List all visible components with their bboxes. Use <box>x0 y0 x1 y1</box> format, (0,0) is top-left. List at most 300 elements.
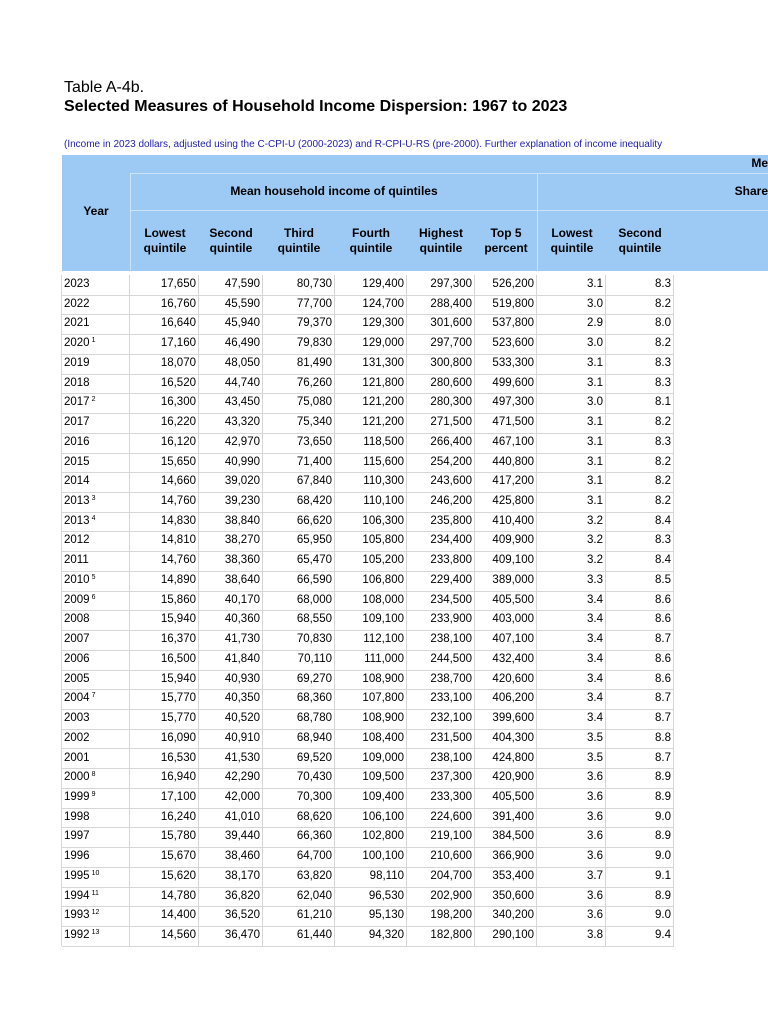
value-cell: 16,530 <box>160 751 196 764</box>
header-top-clipped: Me <box>751 156 768 170</box>
value-cell: 17,650 <box>160 278 196 290</box>
value-cell: 131,300 <box>362 356 404 369</box>
value-cell: 497,300 <box>492 396 534 409</box>
value-cell: 3.6 <box>587 830 603 843</box>
value-cell: 121,800 <box>362 376 404 389</box>
table-row <box>62 551 674 572</box>
value-cell: 233,100 <box>430 692 472 705</box>
value-cell: 106,800 <box>362 573 404 586</box>
year-cell <box>64 870 99 882</box>
value-cell: 238,700 <box>430 672 472 685</box>
value-cell: 69,520 <box>296 751 332 764</box>
year-cell <box>64 752 90 764</box>
value-cell: 234,400 <box>430 534 472 547</box>
value-cell: 77,700 <box>296 297 332 310</box>
value-cell: 8.7 <box>655 712 671 725</box>
value-cell: 246,200 <box>430 495 472 508</box>
value-cell: 8.2 <box>655 416 671 429</box>
value-cell: 15,770 <box>160 692 196 705</box>
value-cell: 15,780 <box>160 830 196 843</box>
table-row <box>62 314 674 335</box>
value-cell: 424,800 <box>492 751 534 764</box>
value-cell: 18,070 <box>160 356 196 369</box>
value-cell: 124,700 <box>362 297 404 310</box>
year-value: 2006 <box>64 652 90 665</box>
table-row <box>62 867 674 888</box>
value-cell: 17,160 <box>160 337 196 350</box>
value-cell: 66,590 <box>296 573 332 586</box>
year-cell <box>64 515 96 527</box>
value-cell: 8.2 <box>655 297 671 310</box>
value-cell: 409,900 <box>492 534 534 547</box>
value-cell: 9.1 <box>655 869 671 882</box>
year-value: 1993 <box>64 909 90 922</box>
value-cell: 407,100 <box>492 633 534 646</box>
grid-line <box>129 275 130 946</box>
table-row <box>62 275 674 296</box>
value-cell: 3.1 <box>587 475 603 488</box>
value-cell: 8.1 <box>655 396 671 409</box>
value-cell: 41,840 <box>224 652 260 665</box>
value-cell: 16,500 <box>160 652 196 665</box>
value-cell: 3.2 <box>587 514 603 527</box>
value-cell: 519,800 <box>492 297 534 310</box>
value-cell: 61,210 <box>296 909 332 922</box>
value-cell: 233,800 <box>430 554 472 567</box>
value-cell: 8.8 <box>655 731 671 744</box>
value-cell: 105,800 <box>362 534 404 547</box>
value-cell: 3.1 <box>587 278 603 290</box>
value-cell: 8.9 <box>655 790 671 803</box>
year-cell <box>64 890 99 902</box>
value-cell: 43,450 <box>224 396 260 409</box>
table-row <box>62 689 674 710</box>
value-cell: 75,340 <box>296 416 332 429</box>
value-cell: 3.2 <box>587 554 603 567</box>
value-cell: 110,100 <box>363 495 404 508</box>
grid-line <box>536 275 537 946</box>
year-value: 2013 <box>64 495 90 508</box>
year-value: 2020 <box>64 337 90 350</box>
value-cell: 350,600 <box>492 889 534 902</box>
value-cell: 67,840 <box>296 475 332 488</box>
year-cell <box>64 554 89 566</box>
value-cell: 38,360 <box>224 554 260 567</box>
table-row <box>62 847 674 868</box>
value-cell: 63,820 <box>296 869 332 882</box>
year-cell <box>64 673 90 685</box>
value-cell: 8.6 <box>655 652 671 665</box>
table-row <box>62 591 674 612</box>
value-cell: 79,370 <box>296 317 332 330</box>
value-cell: 65,470 <box>296 554 332 567</box>
value-cell: 499,600 <box>492 376 534 389</box>
year-value: 2000 <box>64 771 90 784</box>
value-cell: 73,650 <box>296 435 332 448</box>
value-cell: 243,600 <box>430 475 472 488</box>
value-cell: 3.4 <box>587 633 603 646</box>
value-cell: 15,770 <box>160 712 196 725</box>
footnote-marker: 6 <box>91 593 96 601</box>
value-cell: 229,400 <box>430 573 472 586</box>
year-cell <box>64 653 90 665</box>
year-value: 1996 <box>64 850 90 863</box>
value-cell: 3.4 <box>587 652 603 665</box>
value-cell: 68,940 <box>296 731 332 744</box>
value-cell: 301,600 <box>430 317 472 330</box>
value-cell: 3.6 <box>587 889 603 902</box>
value-cell: 237,300 <box>430 771 472 784</box>
year-value: 2022 <box>64 297 90 310</box>
value-cell: 233,300 <box>430 790 472 803</box>
year-cell <box>64 692 96 704</box>
value-cell: 15,620 <box>160 869 196 882</box>
value-cell: 403,000 <box>492 613 534 626</box>
year-value: 1997 <box>64 830 90 843</box>
value-cell: 64,700 <box>296 850 332 863</box>
table-label: Table A-4b. <box>64 79 145 96</box>
column-header <box>606 226 674 256</box>
value-cell: 48,050 <box>224 356 260 369</box>
value-cell: 224,600 <box>430 810 472 823</box>
column-header-line: quintile <box>419 241 463 255</box>
value-cell: 406,200 <box>492 692 534 705</box>
value-cell: 95,130 <box>368 909 404 922</box>
header-year: Year <box>83 204 109 218</box>
value-cell: 68,000 <box>296 593 332 606</box>
value-cell: 41,730 <box>224 633 260 646</box>
value-cell: 118,500 <box>363 435 404 448</box>
value-cell: 14,780 <box>160 889 196 902</box>
value-cell: 16,760 <box>160 297 196 310</box>
value-cell: 68,780 <box>296 712 332 725</box>
value-cell: 16,240 <box>160 810 196 823</box>
column-header-line: quintile <box>349 241 393 255</box>
value-cell: 40,360 <box>224 613 260 626</box>
value-cell: 129,300 <box>362 317 404 330</box>
table-row <box>62 453 674 474</box>
column-header-line: Lowest <box>144 226 186 240</box>
value-cell: 109,100 <box>362 613 404 626</box>
table-row <box>62 433 674 454</box>
value-cell: 44,740 <box>224 376 260 389</box>
value-cell: 3.8 <box>587 929 603 942</box>
year-value: 2014 <box>64 475 90 488</box>
value-cell: 384,500 <box>492 830 534 843</box>
value-cell: 3.6 <box>587 850 603 863</box>
footnote-marker: 5 <box>91 573 96 581</box>
table-row <box>62 827 674 848</box>
column-header-line: Lowest <box>551 226 593 240</box>
value-cell: 8.2 <box>655 495 671 508</box>
column-header <box>131 226 199 256</box>
table-row <box>62 571 674 592</box>
value-cell: 39,440 <box>224 830 260 843</box>
value-cell: 391,400 <box>492 810 534 823</box>
value-cell: 112,100 <box>363 633 404 646</box>
footnote-marker: 4 <box>91 514 96 522</box>
value-cell: 204,700 <box>430 869 472 882</box>
value-cell: 420,600 <box>492 672 534 685</box>
value-cell: 106,300 <box>362 514 404 527</box>
grid-line <box>262 275 263 946</box>
value-cell: 46,490 <box>224 337 260 350</box>
value-cell: 38,840 <box>224 514 260 527</box>
year-value: 2001 <box>64 751 90 764</box>
value-cell: 8.5 <box>655 573 671 586</box>
value-cell: 38,270 <box>224 534 260 547</box>
value-cell: 2.9 <box>587 317 603 330</box>
column-header-line: Second <box>209 226 253 240</box>
year-cell <box>64 337 96 349</box>
value-cell: 210,600 <box>430 850 472 863</box>
value-cell: 266,400 <box>430 435 472 448</box>
value-cell: 409,100 <box>492 554 534 567</box>
table-row <box>62 492 674 513</box>
grid-line <box>474 275 475 946</box>
year-value: 2009 <box>64 593 90 606</box>
year-cell <box>64 534 90 546</box>
value-cell: 3.2 <box>587 534 603 547</box>
value-cell: 9.0 <box>655 810 671 823</box>
value-cell: 115,600 <box>363 455 404 468</box>
column-header-line: quintile <box>277 241 321 255</box>
value-cell: 41,010 <box>224 810 260 823</box>
year-value: 2023 <box>64 278 90 290</box>
column-header-line: quintile <box>550 241 594 255</box>
year-value: 2015 <box>64 455 90 468</box>
value-cell: 399,600 <box>492 712 534 725</box>
year-cell <box>64 732 90 744</box>
year-value: 2008 <box>64 613 90 626</box>
year-value: 2016 <box>64 435 90 448</box>
value-cell: 3.4 <box>587 692 603 705</box>
header-mean-group: Mean household income of quintiles <box>230 184 438 198</box>
value-cell: 16,300 <box>160 396 196 409</box>
value-cell: 42,970 <box>224 435 260 448</box>
value-cell: 109,500 <box>362 771 404 784</box>
value-cell: 297,700 <box>430 337 472 350</box>
value-cell: 109,400 <box>362 790 404 803</box>
value-cell: 8.4 <box>655 514 671 527</box>
value-cell: 40,910 <box>224 731 260 744</box>
value-cell: 8.6 <box>655 613 671 626</box>
value-cell: 297,300 <box>430 278 472 290</box>
value-cell: 70,110 <box>297 652 332 665</box>
header-divider <box>130 210 768 211</box>
value-cell: 8.6 <box>655 672 671 685</box>
value-cell: 8.9 <box>655 771 671 784</box>
year-value: 2010 <box>64 573 90 586</box>
year-cell <box>64 811 90 823</box>
table-row <box>62 670 674 691</box>
value-cell: 38,640 <box>224 573 260 586</box>
year-cell <box>64 771 96 783</box>
value-cell: 8.0 <box>655 317 671 330</box>
value-cell: 405,500 <box>492 790 534 803</box>
column-header-line: percent <box>484 241 528 255</box>
value-cell: 244,500 <box>430 652 472 665</box>
table-row <box>62 512 674 533</box>
year-value: 2012 <box>64 534 90 547</box>
value-cell: 389,000 <box>492 573 534 586</box>
value-cell: 8.3 <box>655 435 671 448</box>
year-value: 1995 <box>64 869 90 882</box>
value-cell: 69,270 <box>296 672 332 685</box>
value-cell: 39,230 <box>224 495 260 508</box>
year-value: 2007 <box>64 633 90 646</box>
value-cell: 107,800 <box>362 692 404 705</box>
value-cell: 106,100 <box>362 810 404 823</box>
value-cell: 39,020 <box>224 475 260 488</box>
footnote-marker: 9 <box>91 790 96 798</box>
column-header <box>538 226 606 256</box>
value-cell: 17,100 <box>160 790 196 803</box>
year-value: 2018 <box>64 376 90 389</box>
value-cell: 16,370 <box>160 633 196 646</box>
value-cell: 8.2 <box>655 475 671 488</box>
value-cell: 14,660 <box>160 475 196 488</box>
value-cell: 68,360 <box>296 692 332 705</box>
table-row <box>62 393 674 414</box>
year-cell <box>64 830 90 842</box>
value-cell: 40,170 <box>224 593 260 606</box>
value-cell: 404,300 <box>492 731 534 744</box>
value-cell: 8.3 <box>655 356 671 369</box>
value-cell: 70,430 <box>296 771 332 784</box>
value-cell: 68,550 <box>296 613 332 626</box>
value-cell: 3.1 <box>587 376 603 389</box>
value-cell: 290,100 <box>492 929 534 942</box>
value-cell: 47,590 <box>224 278 260 290</box>
value-cell: 66,620 <box>296 514 332 527</box>
value-cell: 16,220 <box>160 416 196 429</box>
value-cell: 76,260 <box>296 376 332 389</box>
column-header-line: Top 5 <box>490 226 522 240</box>
value-cell: 121,200 <box>362 396 404 409</box>
year-value: 2013 <box>64 514 90 527</box>
value-cell: 3.1 <box>587 356 603 369</box>
value-cell: 40,930 <box>224 672 260 685</box>
value-cell: 198,200 <box>430 909 472 922</box>
value-cell: 405,500 <box>492 593 534 606</box>
value-cell: 8.4 <box>655 554 671 567</box>
value-cell: 15,670 <box>160 850 196 863</box>
value-cell: 9.0 <box>655 850 671 863</box>
footnote-marker: 8 <box>91 771 96 779</box>
value-cell: 3.4 <box>587 613 603 626</box>
table-row <box>62 926 674 947</box>
value-cell: 3.0 <box>587 396 603 409</box>
value-cell: 45,590 <box>224 297 260 310</box>
value-cell: 98,110 <box>369 869 404 882</box>
year-value: 1994 <box>64 889 90 902</box>
value-cell: 14,560 <box>160 929 196 942</box>
value-cell: 16,640 <box>160 317 196 330</box>
year-cell <box>64 278 90 290</box>
table-row <box>62 887 674 908</box>
year-cell <box>64 298 90 310</box>
value-cell: 3.1 <box>587 435 603 448</box>
value-cell: 108,900 <box>362 672 404 685</box>
income-note: (Income in 2023 dollars, adjusted using the C-CPI-U (2000-2023) and R-CPI-U-RS (pre-2000). Further explanation of income inequality <box>64 139 663 150</box>
value-cell: 38,170 <box>224 869 260 882</box>
grid-line <box>198 275 199 946</box>
column-header-line: quintile <box>209 241 253 255</box>
year-value: 2017 <box>64 396 90 409</box>
year-value: 1999 <box>64 790 90 803</box>
value-cell: 41,530 <box>224 751 260 764</box>
value-cell: 425,800 <box>492 495 534 508</box>
value-cell: 42,000 <box>224 790 260 803</box>
year-cell <box>64 594 96 606</box>
value-cell: 40,990 <box>224 455 260 468</box>
year-cell <box>64 929 99 941</box>
year-value: 2019 <box>64 356 90 369</box>
value-cell: 16,940 <box>160 771 196 784</box>
value-cell: 3.7 <box>587 869 603 882</box>
value-cell: 43,320 <box>224 416 260 429</box>
value-cell: 62,040 <box>296 889 332 902</box>
year-value: 2021 <box>64 317 90 330</box>
value-cell: 111,000 <box>364 652 404 665</box>
year-cell <box>64 396 96 408</box>
value-cell: 129,000 <box>362 337 404 350</box>
column-header-line: quintile <box>143 241 187 255</box>
value-cell: 15,940 <box>160 613 196 626</box>
year-cell <box>64 633 90 645</box>
table-row <box>62 334 674 355</box>
value-cell: 66,360 <box>296 830 332 843</box>
value-cell: 231,500 <box>430 731 472 744</box>
year-value: 2017 <box>64 416 90 429</box>
value-cell: 109,000 <box>362 751 404 764</box>
value-cell: 8.3 <box>655 376 671 389</box>
value-cell: 280,300 <box>430 396 472 409</box>
column-header-line: quintile <box>618 241 662 255</box>
value-cell: 219,100 <box>430 830 472 843</box>
value-cell: 523,600 <box>492 337 534 350</box>
value-cell: 3.0 <box>587 337 603 350</box>
table-row <box>62 808 674 829</box>
column-header-line: Third <box>284 226 314 240</box>
value-cell: 75,080 <box>296 396 332 409</box>
value-cell: 3.4 <box>587 712 603 725</box>
value-cell: 129,400 <box>362 278 404 290</box>
footnote-marker: 3 <box>91 495 96 503</box>
year-cell <box>64 357 90 369</box>
value-cell: 366,900 <box>492 850 534 863</box>
table-row <box>62 610 674 631</box>
value-cell: 71,400 <box>296 455 332 468</box>
year-value: 2002 <box>64 731 90 744</box>
value-cell: 81,490 <box>296 356 332 369</box>
grid-line <box>605 275 606 946</box>
table-row <box>62 768 674 789</box>
value-cell: 16,090 <box>160 731 196 744</box>
value-cell: 202,900 <box>430 889 472 902</box>
value-cell: 420,900 <box>492 771 534 784</box>
value-cell: 9.0 <box>655 909 671 922</box>
year-cell <box>64 495 96 507</box>
table-row <box>62 295 674 316</box>
column-header <box>475 226 537 256</box>
column-header-line: Highest <box>418 226 463 240</box>
year-cell <box>64 574 96 586</box>
footnote-marker: 1 <box>91 337 96 345</box>
value-cell: 14,810 <box>160 534 196 547</box>
value-cell: 40,520 <box>224 712 260 725</box>
